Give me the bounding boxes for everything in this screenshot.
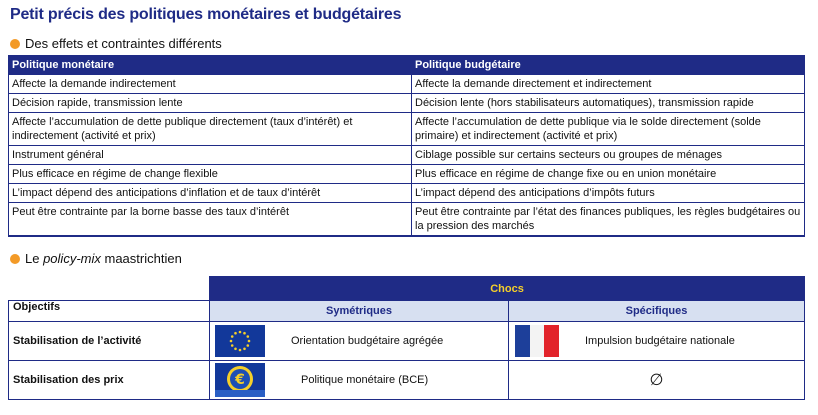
table-row	[9, 361, 805, 400]
bullet-icon	[10, 39, 20, 49]
cell-text: Orientation budgétaire agrégée	[291, 335, 444, 347]
empty-set-icon: ∅	[649, 372, 664, 389]
cell-activite-symetriques	[210, 322, 509, 361]
bullet-icon	[10, 254, 20, 264]
objectifs-header: Objectifs	[9, 301, 210, 322]
cell-budgetaire: Affecte l’accumulation de dette publique via le solde directement (solde primaire) et indirectement (activité et prix)	[412, 113, 805, 146]
policy-mix-table	[8, 276, 805, 400]
section-title-suffix: maastrichtien	[100, 251, 182, 266]
cell-monetaire: Affecte la demande indirectement	[9, 75, 412, 94]
section-title-prefix: Le	[25, 251, 44, 266]
french-flag-icon	[515, 325, 559, 357]
svg-text:€: €	[235, 372, 245, 388]
blank-corner	[9, 277, 210, 301]
cell-monetaire: Décision rapide, transmission lente	[9, 94, 412, 113]
row-label-activite: Stabilisation de l’activité	[9, 322, 210, 361]
table-row	[9, 113, 805, 146]
cell-monetaire: Peut être contrainte par la borne basse des taux d’intérêt	[9, 203, 412, 237]
row-label-prix: Stabilisation des prix	[9, 361, 210, 400]
table-row	[9, 322, 805, 361]
euro-logo-icon	[215, 363, 265, 397]
table-row	[9, 75, 805, 94]
cell-monetaire: L’impact dépend des anticipations d’inflation et de taux d’intérêt	[9, 184, 412, 203]
section-title-italic: policy-mix	[43, 251, 101, 266]
header-monetaire: Politique monétaire	[9, 56, 412, 75]
section-title-policy-mix	[10, 251, 182, 266]
table-row	[9, 146, 805, 165]
cell-text: Impulsion budgétaire nationale	[585, 335, 735, 347]
page-title: Petit précis des politiques monétaires et budgétaires	[10, 6, 402, 23]
cell-budgetaire: Plus efficace en régime de change fixe ou en union monétaire	[412, 165, 805, 184]
cell-budgetaire: L’impact dépend des anticipations d’impôts futurs	[412, 184, 805, 203]
cell-monetaire: Affecte l’accumulation de dette publique directement (taux d’intérêt) et indirectement (activité et prix)	[9, 113, 412, 146]
section-title-effets	[10, 36, 222, 51]
specifiques-header: Spécifiques	[509, 301, 805, 322]
table-row	[9, 94, 805, 113]
cell-activite-specifiques	[509, 322, 805, 361]
symetriques-header: Symétriques	[210, 301, 509, 322]
chocs-header: Chocs	[210, 277, 805, 301]
cell-budgetaire: Ciblage possible sur certains secteurs ou groupes de ménages	[412, 146, 805, 165]
cell-text: Politique monétaire (BCE)	[301, 374, 429, 386]
comparison-table	[8, 55, 805, 237]
table-row	[9, 165, 805, 184]
table-row	[9, 184, 805, 203]
cell-monetaire: Plus efficace en régime de change flexible	[9, 165, 412, 184]
cell-prix-symetriques	[210, 361, 509, 400]
table-header-row	[9, 56, 805, 75]
cell-budgetaire: Affecte la demande directement et indirectement	[412, 75, 805, 94]
section-title-text: Des effets et contraintes différents	[25, 36, 222, 51]
cell-budgetaire: Décision lente (hors stabilisateurs automatiques), transmission rapide	[412, 94, 805, 113]
header-budgetaire: Politique budgétaire	[412, 56, 805, 75]
cell-prix-specifiques	[509, 361, 805, 400]
cell-monetaire: Instrument général	[9, 146, 412, 165]
cell-budgetaire: Peut être contrainte par l’état des finances publiques, les règles budgétaires ou la pression des marchés	[412, 203, 805, 237]
table-row	[9, 203, 805, 237]
eu-flag-icon	[215, 325, 265, 357]
